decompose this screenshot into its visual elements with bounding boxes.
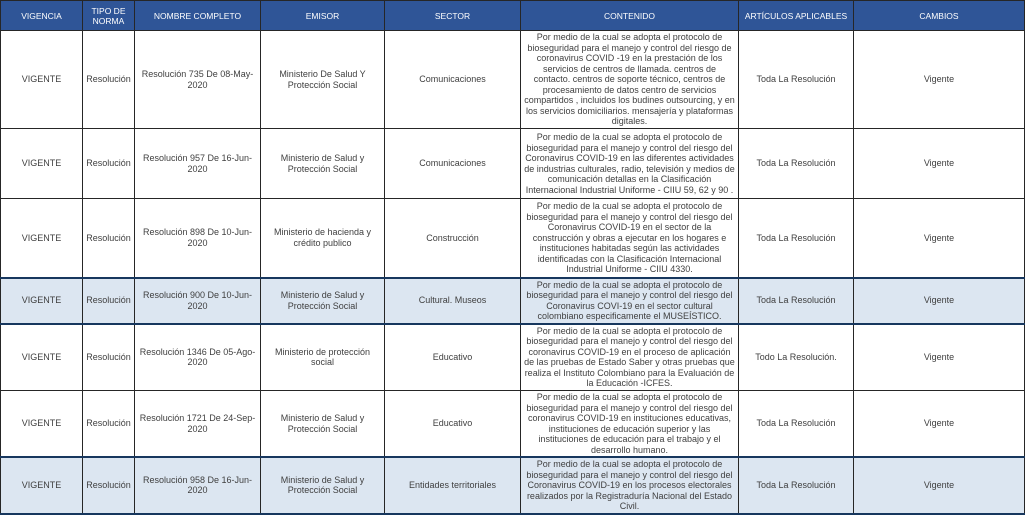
cell-nombre_completo: Resolución 958 De 16-Jun-2020 bbox=[135, 457, 261, 514]
cell-nombre_completo: Resolución 957 De 16-Jun-2020 bbox=[135, 129, 261, 199]
cell-contenido: Por medio de la cual se adopta el protocolo de bioseguridad para el manejo y control del riesgo del Coronavirus COVI-19 en el sector cultural colombiano especificamente el MUSEÍSTICO. bbox=[521, 278, 739, 324]
table-header-row bbox=[1, 1, 1025, 31]
cell-nombre_completo: Resolución 1721 De 24-Sep-2020 bbox=[135, 391, 261, 458]
cell-tipo_de_norma: Resolución bbox=[83, 129, 135, 199]
column-header-tipo_de_norma: TIPO DE NORMA bbox=[83, 1, 135, 31]
cell-contenido: Por medio de la cual se adopta el protocolo de bioseguridad para el manejo y control del riesgo del Coronavirus COVID-19 en las diferentes actividades de industrias culturales, radio, televisión y medios de comunicación detallas en la Clasificación Internacional Industrial Uniforme - CIIU 59, 62 y 90 . bbox=[521, 129, 739, 199]
cell-articulos_aplicables: Todo La Resolución. bbox=[739, 324, 854, 391]
table-row bbox=[1, 199, 1025, 278]
cell-tipo_de_norma: Resolución bbox=[83, 31, 135, 129]
cell-cambios: Vigente bbox=[854, 199, 1025, 278]
table-row bbox=[1, 129, 1025, 199]
cell-sector: Cultural. Museos bbox=[385, 278, 521, 324]
cell-sector: Educativo bbox=[385, 391, 521, 458]
cell-emisor: Ministerio de protección social bbox=[261, 324, 385, 391]
cell-cambios: Vigente bbox=[854, 31, 1025, 129]
cell-vigencia: VIGENTE bbox=[1, 31, 83, 129]
cell-sector: Construcción bbox=[385, 199, 521, 278]
cell-emisor: Ministerio de Salud y Protección Social bbox=[261, 391, 385, 458]
cell-nombre_completo: Resolución 1346 De 05-Ago-2020 bbox=[135, 324, 261, 391]
cell-cambios: Vigente bbox=[854, 457, 1025, 514]
cell-contenido: Por medio de la cual se adopta el protocolo de bioseguridad para el manejo y control del riesgo del coronavirus COVID-19 en instituciones educativas, instituciones de educación superior y las instituciones de educación para el trabajo y el desarrollo humano. bbox=[521, 391, 739, 458]
cell-contenido: Por medio de la cual se adopta el protocolo de bioseguridad para el manejo y control del riesgo del Coronavirus COVID-19 en los procesos electorales realizados por la Registraduría Nacional del Estado Civil. bbox=[521, 457, 739, 514]
cell-nombre_completo: Resolución 735 De 08-May-2020 bbox=[135, 31, 261, 129]
cell-emisor: Ministerio de Salud y Protección Social bbox=[261, 278, 385, 324]
cell-tipo_de_norma: Resolución bbox=[83, 278, 135, 324]
column-header-articulos_aplicables: ARTÍCULOS APLICABLES bbox=[739, 1, 854, 31]
cell-tipo_de_norma: Resolución bbox=[83, 457, 135, 514]
cell-vigencia: VIGENTE bbox=[1, 199, 83, 278]
table-body bbox=[1, 31, 1025, 514]
cell-tipo_de_norma: Resolución bbox=[83, 391, 135, 458]
cell-vigencia: VIGENTE bbox=[1, 278, 83, 324]
cell-articulos_aplicables: Toda La Resolución bbox=[739, 31, 854, 129]
cell-vigencia: VIGENTE bbox=[1, 129, 83, 199]
column-header-contenido: CONTENIDO bbox=[521, 1, 739, 31]
cell-articulos_aplicables: Toda La Resolución bbox=[739, 129, 854, 199]
cell-emisor: Ministerio de Salud y Protección Social bbox=[261, 129, 385, 199]
cell-articulos_aplicables: Toda La Resolución bbox=[739, 199, 854, 278]
table-row bbox=[1, 31, 1025, 129]
cell-emisor: Ministerio de Salud y Protección Social bbox=[261, 457, 385, 514]
cell-vigencia: VIGENTE bbox=[1, 457, 83, 514]
column-header-cambios: CAMBIOS bbox=[854, 1, 1025, 31]
cell-cambios: Vigente bbox=[854, 129, 1025, 199]
cell-vigencia: VIGENTE bbox=[1, 391, 83, 458]
cell-tipo_de_norma: Resolución bbox=[83, 324, 135, 391]
cell-sector: Comunicaciones bbox=[385, 129, 521, 199]
cell-contenido: Por medio de la cual se adopta el protocolo de bioseguridad para el manejo y control del riesgo de coronavirus COVID -19 en la prestación de los servicios de centros de llamada. centros de contacto. centros de soporte técnico, centros de procesamiento de datos centro de servicios compartidos , incluidos los budines outsourcing, y en los servicios domiciliarios. mensajería y plataformas digitales. bbox=[521, 31, 739, 129]
cell-nombre_completo: Resolución 898 De 10-Jun-2020 bbox=[135, 199, 261, 278]
cell-tipo_de_norma: Resolución bbox=[83, 199, 135, 278]
table-row bbox=[1, 457, 1025, 514]
cell-articulos_aplicables: Toda La Resolución bbox=[739, 278, 854, 324]
cell-emisor: Ministerio de hacienda y crédito publico bbox=[261, 199, 385, 278]
cell-cambios: Vigente bbox=[854, 391, 1025, 458]
table-row bbox=[1, 391, 1025, 458]
cell-vigencia: VIGENTE bbox=[1, 324, 83, 391]
cell-cambios: Vigente bbox=[854, 278, 1025, 324]
cell-contenido: Por medio de la cual se adopta el protocolo de bioseguridad para el manejo y control del riesgo del Coronavirus COVID-19 en el sector de la construcción y obras a ejecutar en los hogares e instituciones habitadas según las actividades identificadas con la Clasificación Internacional Industrial Uniforme - CIIU 4330. bbox=[521, 199, 739, 278]
cell-nombre_completo: Resolución 900 De 10-Jun-2020 bbox=[135, 278, 261, 324]
cell-sector: Entidades territoriales bbox=[385, 457, 521, 514]
cell-articulos_aplicables: Toda La Resolución bbox=[739, 391, 854, 458]
column-header-emisor: EMISOR bbox=[261, 1, 385, 31]
cell-emisor: Ministerio De Salud Y Protección Social bbox=[261, 31, 385, 129]
column-header-vigencia: VIGENCIA bbox=[1, 1, 83, 31]
cell-articulos_aplicables: Toda La Resolución bbox=[739, 457, 854, 514]
column-header-sector: SECTOR bbox=[385, 1, 521, 31]
table-row bbox=[1, 324, 1025, 391]
cell-sector: Comunicaciones bbox=[385, 31, 521, 129]
cell-sector: Educativo bbox=[385, 324, 521, 391]
column-header-nombre_completo: NOMBRE COMPLETO bbox=[135, 1, 261, 31]
table-row bbox=[1, 278, 1025, 324]
cell-cambios: Vigente bbox=[854, 324, 1025, 391]
cell-contenido: Por medio de la cual se adopta el protocolo de bioseguridad para el manejo y control del riesgo del coronavirus COVID-19 en el proceso de aplicación de las pruebas de Estado Saber y otras pruebas que realiza el Instituto Colombiano para la Evaluación de la Educación -ICFES. bbox=[521, 324, 739, 391]
